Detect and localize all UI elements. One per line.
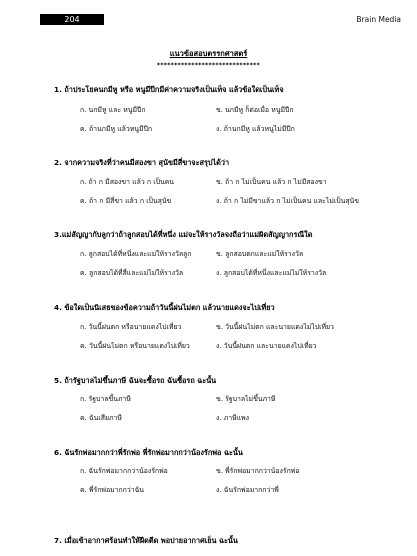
q5-option-a: ก. รัฐบาลขึ้นภาษี	[80, 395, 131, 403]
q3-option-d: ง. ลูกสอบได้ที่หนึ่งและแม่ไม่ให้รางวัล	[216, 269, 327, 277]
q6-option-d: ง. ฉันรักพ่อมากกว่าพี่	[216, 486, 279, 494]
q4-option-b: ข. วันนี้ฝนไม่ตก และนายแดงไม่ไปเที่ยว	[216, 323, 334, 331]
q6-option-a: ก. ฉันรักพ่อมากกว่าน้องรักพ่อ	[80, 467, 168, 475]
page-number-badge: 204	[40, 14, 104, 25]
question-2: 2. จากความจริงที่ว่าคนมีสองขา สุนัขมีสี่ขาจะสรุปได้ว่า	[54, 158, 230, 167]
q4-option-d: ง. วันนี้ฝนตก และนายแดงไปเที่ยว	[216, 342, 317, 350]
question-1: 1. ถ้าประโยคนกมีหู หรือ หนูมีปีกมีค่าความจริงเป็นเท็จ แล้วข้อใดเป็นเท็จ	[54, 85, 284, 94]
page-title: แนวข้อสอบตรรกศาสตร์	[169, 49, 248, 58]
title-divider: ******************************	[156, 62, 261, 69]
q5-option-d: ง. ภาษีแพง	[216, 414, 250, 422]
question-4: 4. ข้อใดเป็นนิเสธของข้อความถ้าวันนี้ฝนไม่ตก แล้วนายแดงจะไปเที่ยว	[54, 303, 275, 312]
question-7: 7. เมื่อเข้าอากาศร้อนทำให้ฝีดตีด พอบ่ายอากาศเย็น ฉะนั้น	[54, 536, 238, 545]
brand-label: Brain Media	[356, 15, 401, 24]
q3-option-a: ก. ลูกสอบได้ที่หนึ่งและแม่ให้รางวัลลูก	[80, 250, 192, 258]
question-3: 3.แม่สัญญากับลูกว่าถ้าลูกสอบได้ที่หนึ่ง แม่จะให้รางวัลจงถือว่าแม่ผิดสัญญากรณีใด	[54, 230, 313, 239]
question-5: 5. ถ้ารัฐบาลไม่ขึ้นภาษี ฉันจะซื้อรถ ฉันซื้อรถ ฉะนั้น	[54, 376, 217, 385]
q4-option-c: ค. วันนี้ฝนไม่ตก หรือนายแดงไปเที่ยว	[80, 342, 190, 350]
q3-option-c: ค. ลูกสอบได้ที่สี่และแม่ไม่ให้รางวัล	[80, 269, 184, 277]
q2-option-d: ง. ถ้า ก ไม่มีขาแล้ว ก ไม่เป็นคน และไม่เป็นสุนัข	[216, 197, 359, 205]
q1-option-d: ง. ถ้านกมีหู แล้วหนูไม่มีปีก	[216, 125, 295, 133]
q1-option-c: ค. ถ้านกมีหู แล้วหนูมีปีก	[80, 125, 153, 133]
q3-option-b: ข. ลูกสอบตกและแม่ให้รางวัล	[216, 250, 304, 258]
q6-option-c: ค. พี่รักพ่อมากกว่าฉัน	[80, 486, 144, 494]
q6-option-b: ข. พี่รักพ่อมากกว่าน้องรักพ่อ	[216, 467, 300, 475]
q4-option-a: ก. วันนี้ฝนตก หรือนายแดงไปเที่ยว	[80, 323, 182, 331]
q2-option-c: ค. ถ้า ก มีสี่ขา แล้ว ก เป็นสุนัข	[80, 197, 172, 205]
question-6: 6. ฉันรักพ่อมากกว่าพี่รักพ่อ พี่รักพ่อมากกว่าน้องรักพ่อ ฉะนั้น	[54, 448, 243, 457]
q2-option-b: ข. ถ้า ก ไม่เป็นคน แล้ว ก ไม่มีสองขา	[216, 178, 327, 186]
q2-option-a: ก. ถ้า ก มีสองขา แล้ว ก เป็นคน	[80, 178, 175, 186]
q5-option-c: ค. ฉันเสียภาษี	[80, 414, 122, 422]
q1-option-b: ข. นกมีหู ก็ต่อเมื่อ หนูมีปีก	[216, 106, 294, 114]
q5-option-b: ข. รัฐบาลไม่ขึ้นภาษี	[216, 395, 276, 403]
q1-option-a: ก. นกมีหู และ หนูมีปีก	[80, 106, 146, 114]
